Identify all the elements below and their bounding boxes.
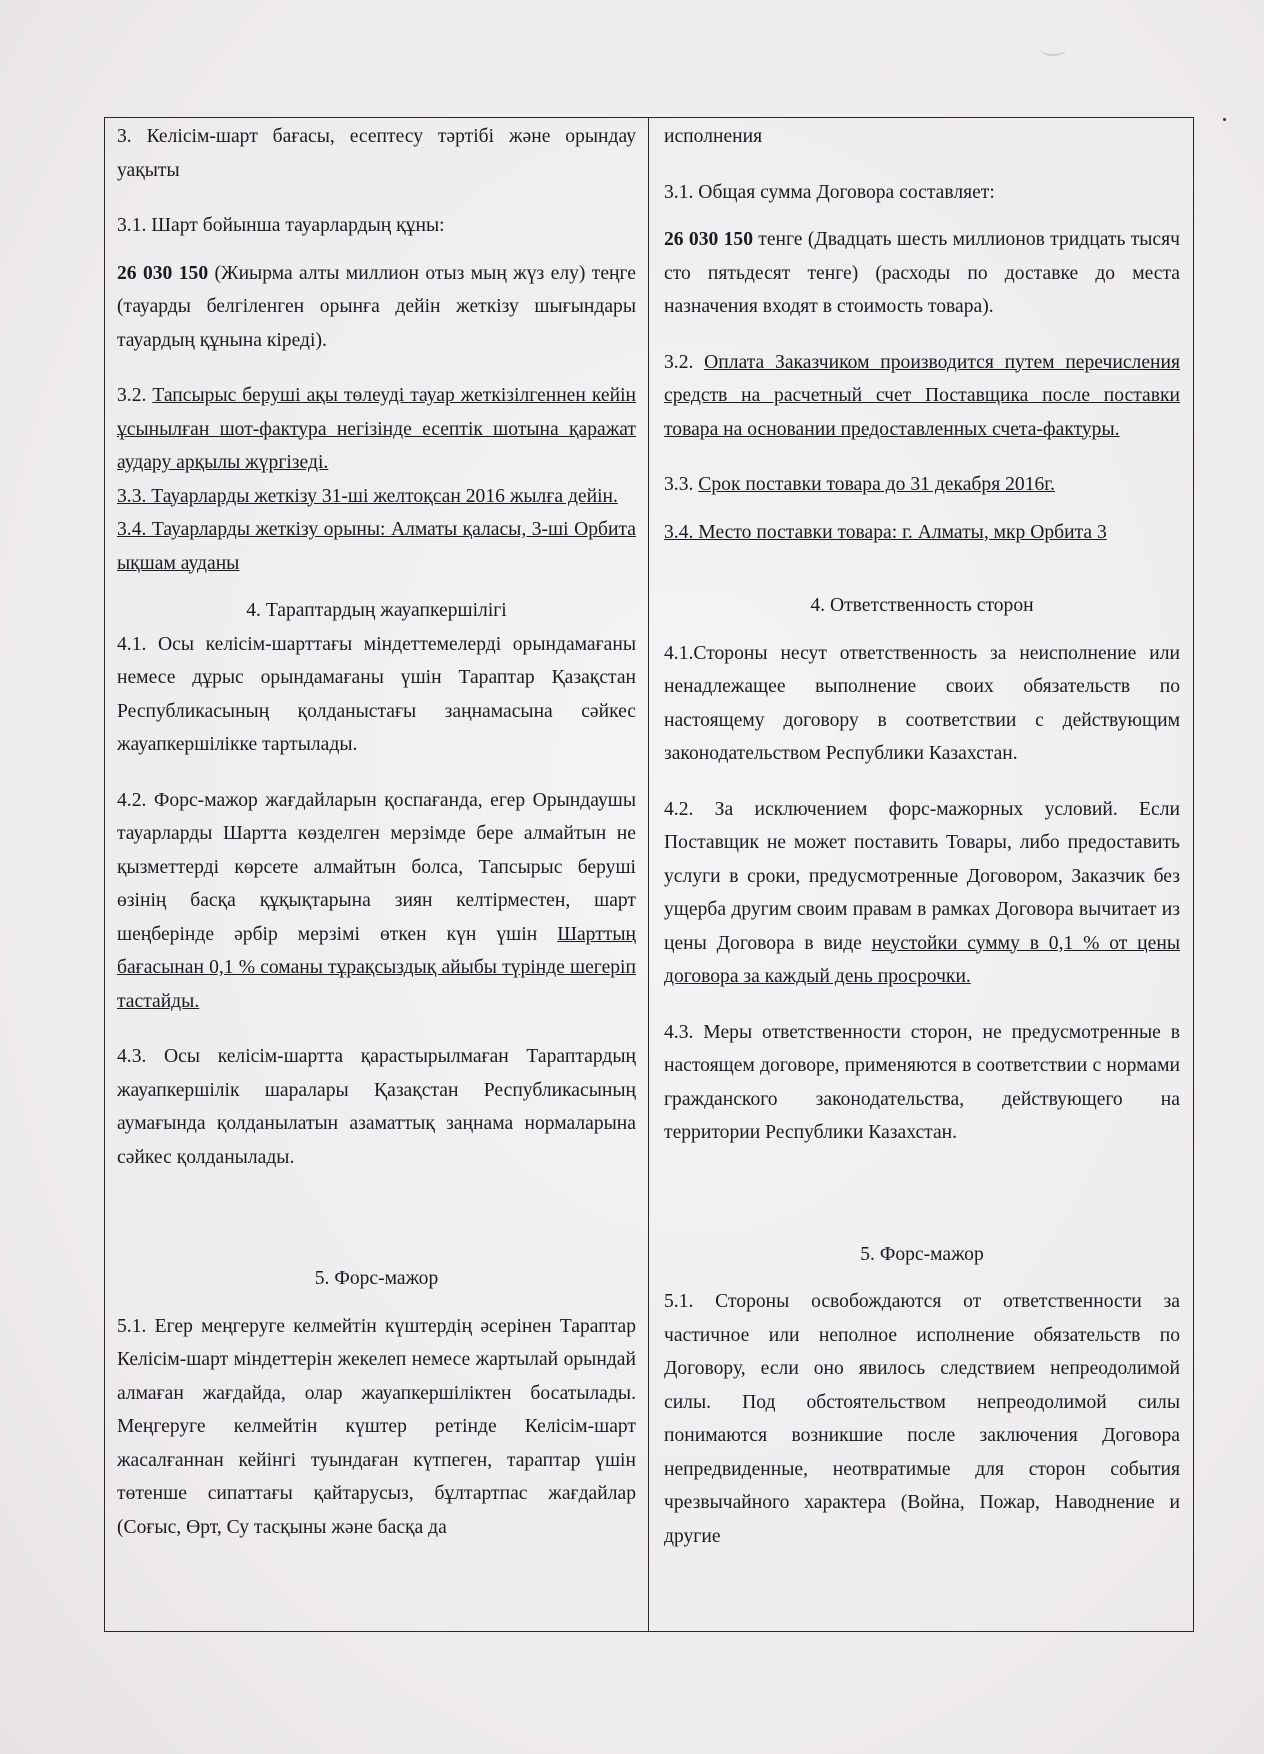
ru-clause-3-3-number: 3.3.: [664, 474, 699, 495]
russian-column: [649, 118, 1193, 1631]
ru-clause-3-2-number: 3.2.: [664, 351, 705, 373]
kz-clause-4-1: 4.1. Осы келісім-шарттағы міндеттемелерді орындамағаны немесе дұрыс орындамағаны үшін Тараптар Қазақстан Республикасының қолданыстағы заңнамасына сәйкес жауапкершілікке тартылады.: [117, 633, 636, 755]
kz-clause-3-2-text: Тапсырыс беруші ақы төлеуді тауар жеткізілгеннен кейін ұсынылған шот-фактура негізінде есептік шотына қаражат аудару арқылы жүргізеді.: [117, 385, 637, 473]
kz-clause-4-2: [117, 784, 636, 1019]
kz-clause-3-1-label: 3.1. Шарт бойынша тауарлардың құны:: [117, 215, 445, 236]
scan-artifact-mark: [1040, 42, 1066, 56]
ru-section-3-title-tail: исполнения: [664, 126, 763, 147]
kz-contract-amount-text: (Жиырма алты миллион отыз мың жүз елу) теңге (тауарды белгіленген орынға дейін жеткізу шығындары тауардың құнына кіреді).: [117, 262, 637, 351]
ru-clause-3-2: [664, 346, 1180, 447]
kz-section-3-title: 3. Келісім-шарт бағасы, есептесу тәртібі және орындау уақыты: [117, 126, 636, 181]
kz-section-4-title: 4. Тараптардың жауапкершілігі: [246, 600, 507, 621]
ru-section-5-title: 5. Форс-мажор: [860, 1243, 984, 1265]
ru-clause-4-2: [664, 793, 1180, 994]
bilingual-contract-table: [104, 117, 1194, 1632]
ru-contract-amount: 26 030 150: [664, 229, 753, 250]
kz-clause-3-4: 3.4. Тауарларды жеткізу орыны: Алматы қаласы, 3-ші Орбита ықшам ауданы: [117, 519, 636, 574]
ru-clause-3-2-text: Оплата Заказчиком производится путем перечисления средств на расчетный счет Поставщика после поставки товара на основании предоставленных счета-фактуры.: [664, 351, 1180, 440]
ru-clause-5-1: 5.1. Стороны освобождаются от ответственности за частичное или неполное исполнение обязательств по Договору, если оно явилось следствием непреодолимой силы. Под обстоятельством непреодолимой силы понимаются возникшие после заключения Договора непредвиденные, неотвратимые для сторон события чрезвычайного характера (Война, Пожар, Наводнение и другие: [664, 1291, 1180, 1547]
ru-penalty-text: неустойки сумму в 0,1 % от цены договора за каждый день просрочки.: [664, 932, 1180, 987]
kz-clause-3-3: 3.3. Тауарларды жеткізу 31-ші желтоқсан 2016 жылға дейін.: [117, 485, 618, 507]
ru-clause-3-1: [664, 223, 1180, 324]
kz-clause-4-3: 4.3. Осы келісім-шартта қарастырылмаған Тараптардың жауапкершілік шаралары Қазақстан Республикасының аумағында қолданылатын азаматтық заңнама нормаларына сәйкес қолданылады.: [117, 1046, 636, 1168]
ru-clause-3-4: 3.4. Место поставки товара: г. Алматы, мкр Орбита 3: [664, 521, 1107, 543]
scan-dot: [1223, 118, 1226, 121]
ru-clause-3-3: [664, 468, 1180, 502]
kz-section-5-title: 5. Форс-мажор: [314, 1268, 439, 1289]
kz-clause-4-2-text: 4.2. Форс-мажор жағдайларын қоспағанда, егер Орындаушы тауарларды Шартта көзделген мерзімде бере алмайтын не қызметтерді көрсете алмайтын болса, Тапсырыс беруші өзінің басқа құқықтарына зиян келтірместен, шарт шеңберінде әрбір мерзімі өткен күн үшін: [117, 789, 636, 945]
ru-clause-4-1: 4.1.Стороны несут ответственность за неисполнение или ненадлежащее выполнение своих обязательств по настоящему договору в соответствии с действующим законодательством Республики Казахстан.: [664, 642, 1180, 764]
ru-clause-3-1-label: 3.1. Общая сумма Договора составляет:: [664, 181, 995, 203]
kz-clause-3-2: [117, 379, 636, 480]
kz-penalty-text: Шарттың бағасынан 0,1 % соманы тұрақсыздық айыбы түрінде шегеріп тастайды.: [117, 923, 636, 1012]
ru-contract-amount-text: тенге (Двадцать шесть миллионов тридцать тысяч сто пятьдесят тенге) (расходы по доставке до места назначения входят в стоимость товара).: [664, 229, 1180, 317]
kz-clause-5-1: 5.1. Егер меңгеруге келмейтін күштердің әсерінен Тараптар Келісім-шарт міндеттерін жекелеп немесе жартылай орындай алмаған жағдайда, олар жауапкершіліктен босатылады. Меңгеруге келмейтін күштер ретінде Келісім-шарт жасалғаннан кейінгі туындаған күтпеген, тараптар үшін төтенше сипаттағы қайтарусыз, бұлтартпас жағдайлар (Соғыс, Өрт, Су тасқыны және басқа да: [117, 1315, 636, 1538]
kazakh-column: [105, 118, 649, 1631]
ru-clause-3-3-text: Срок поставки товара до 31 декабря 2016г.: [698, 474, 1056, 495]
ru-clause-4-3: 4.3. Меры ответственности сторон, не предусмотренные в настоящем договоре, применяются в соответствии с нормами гражданского законодательства, действующего на территории Республики Казахстан.: [664, 1021, 1180, 1143]
kz-contract-amount: 26 030 150: [117, 262, 209, 284]
ru-clause-4-2-text: 4.2. За исключением форс-мажорных условий. Если Поставщик не может поставить Товары, либо предоставить услуги в сроки, предусмотренные Договором, Заказчик без ущерба другим своим правам в рамках Договора вычитает из цены Договора в виде: [664, 798, 1180, 954]
kz-clause-3-2-number: 3.2.: [117, 385, 153, 406]
kz-clause-3-1: [117, 257, 636, 358]
ru-section-4-title: 4. Ответственность сторон: [810, 595, 1034, 616]
